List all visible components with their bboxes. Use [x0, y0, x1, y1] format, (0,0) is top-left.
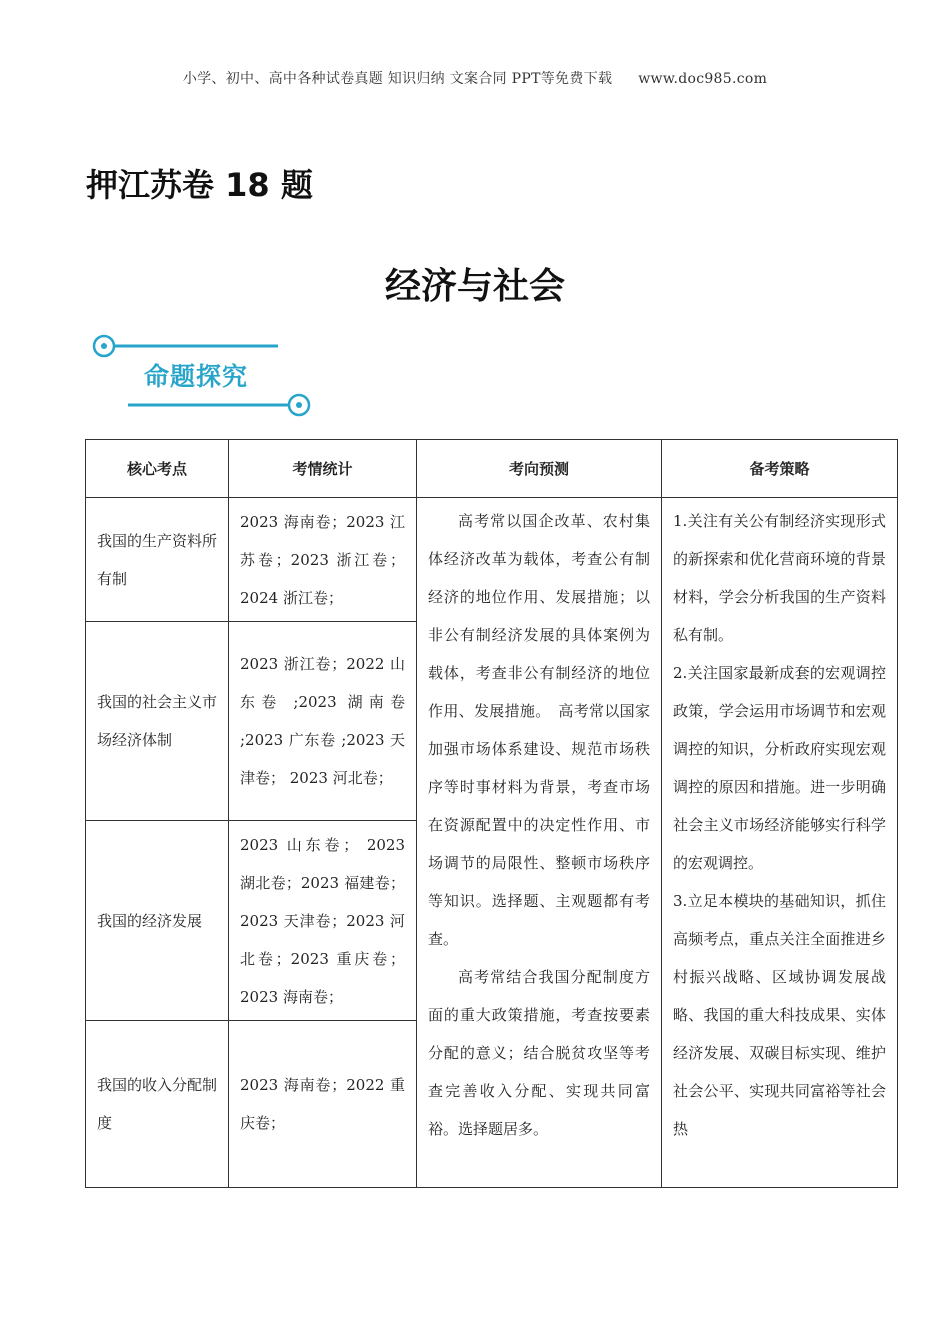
strategy-item: 2.关注国家最新成套的宏观调控政策，学会运用市场调节和宏观调控的知识，分析政府实现宏观调控的原因和措施。进一步明确社会主义市场经济能够实行科学的宏观调控。 [673, 664, 886, 872]
section-title: 经济与社会 [384, 266, 565, 307]
topic-cell: 我国的生产资料所有制 [86, 498, 229, 622]
stats-cell: 2023 浙江卷；2022 山东卷 ;2023 湖南卷 ;2023 广东卷 ;2023 天津卷； 2023 河北卷； [229, 622, 417, 821]
header-core-topic: 核心考点 [86, 440, 229, 498]
prediction-paragraph: 高考常结合我国分配制度方面的重大政策措施，考查按要素分配的意义；结合脱贫攻坚等考查完善收入分配、实现共同富裕。选择题居多。 [428, 968, 650, 1138]
header-url[interactable]: www.doc985.com [638, 71, 768, 87]
strategy-cell [662, 498, 898, 1188]
strategy-item: 1.关注有关公有制经济实现形式的新探索和优化营商环境的背景材料，学会分析我国的生产资料私有制。 [673, 512, 886, 644]
stats-cell: 2023 海南卷；2022 重庆卷； [229, 1021, 417, 1188]
header-statistics: 考情统计 [229, 440, 417, 498]
table-header-row [86, 440, 898, 498]
banner [90, 330, 320, 422]
table-row [86, 498, 898, 622]
page-header [0, 68, 950, 88]
prediction-cell [417, 498, 662, 1188]
banner-label: 命题探究 [144, 362, 249, 391]
stats-cell: 2023 海南卷；2023 江苏卷；2023 浙江卷；2024 浙江卷； [229, 498, 417, 622]
stats-cell: 2023 山东卷； 2023 湖北卷；2023 福建卷；2023 天津卷；2023 河北卷；2023 重庆卷；2023 海南卷； [229, 821, 417, 1021]
topic-cell: 我国的经济发展 [86, 821, 229, 1021]
header-strategy: 备考策略 [662, 440, 898, 498]
prediction-paragraph: 高考常以国企改革、农村集体经济改革为载体，考查公有制经济的地位作用、发展措施；以非公有制经济发展的具体案例为载体，考查非公有制经济的地位作用、发展措施。 高考常以国家加强市场体系建设、规范市场秩序等时事材料为背景，考查市场在资源配置中的决定性作用、市场调节的局限性、整顿市场秩序等知识。选择题、主观题都有考查。 [428, 512, 650, 948]
topic-cell: 我国的收入分配制度 [86, 1021, 229, 1188]
exam-analysis-table [85, 439, 898, 1188]
header-prediction: 考向预测 [417, 440, 662, 498]
topic-cell: 我国的社会主义市场经济体制 [86, 622, 229, 821]
page-title: 押江苏卷 18 题 [86, 166, 313, 204]
header-text: 小学、初中、高中各种试卷真题 知识归纳 文案合同 PPT等免费下载 [182, 71, 613, 87]
strategy-item: 3.立足本模块的基础知识，抓住高频考点，重点关注全面推进乡村振兴战略、区域协调发展战略、我国的重大科技成果、实体经济发展、双碳目标实现、维护社会公平、实现共同富裕等社会热 [673, 892, 886, 1138]
